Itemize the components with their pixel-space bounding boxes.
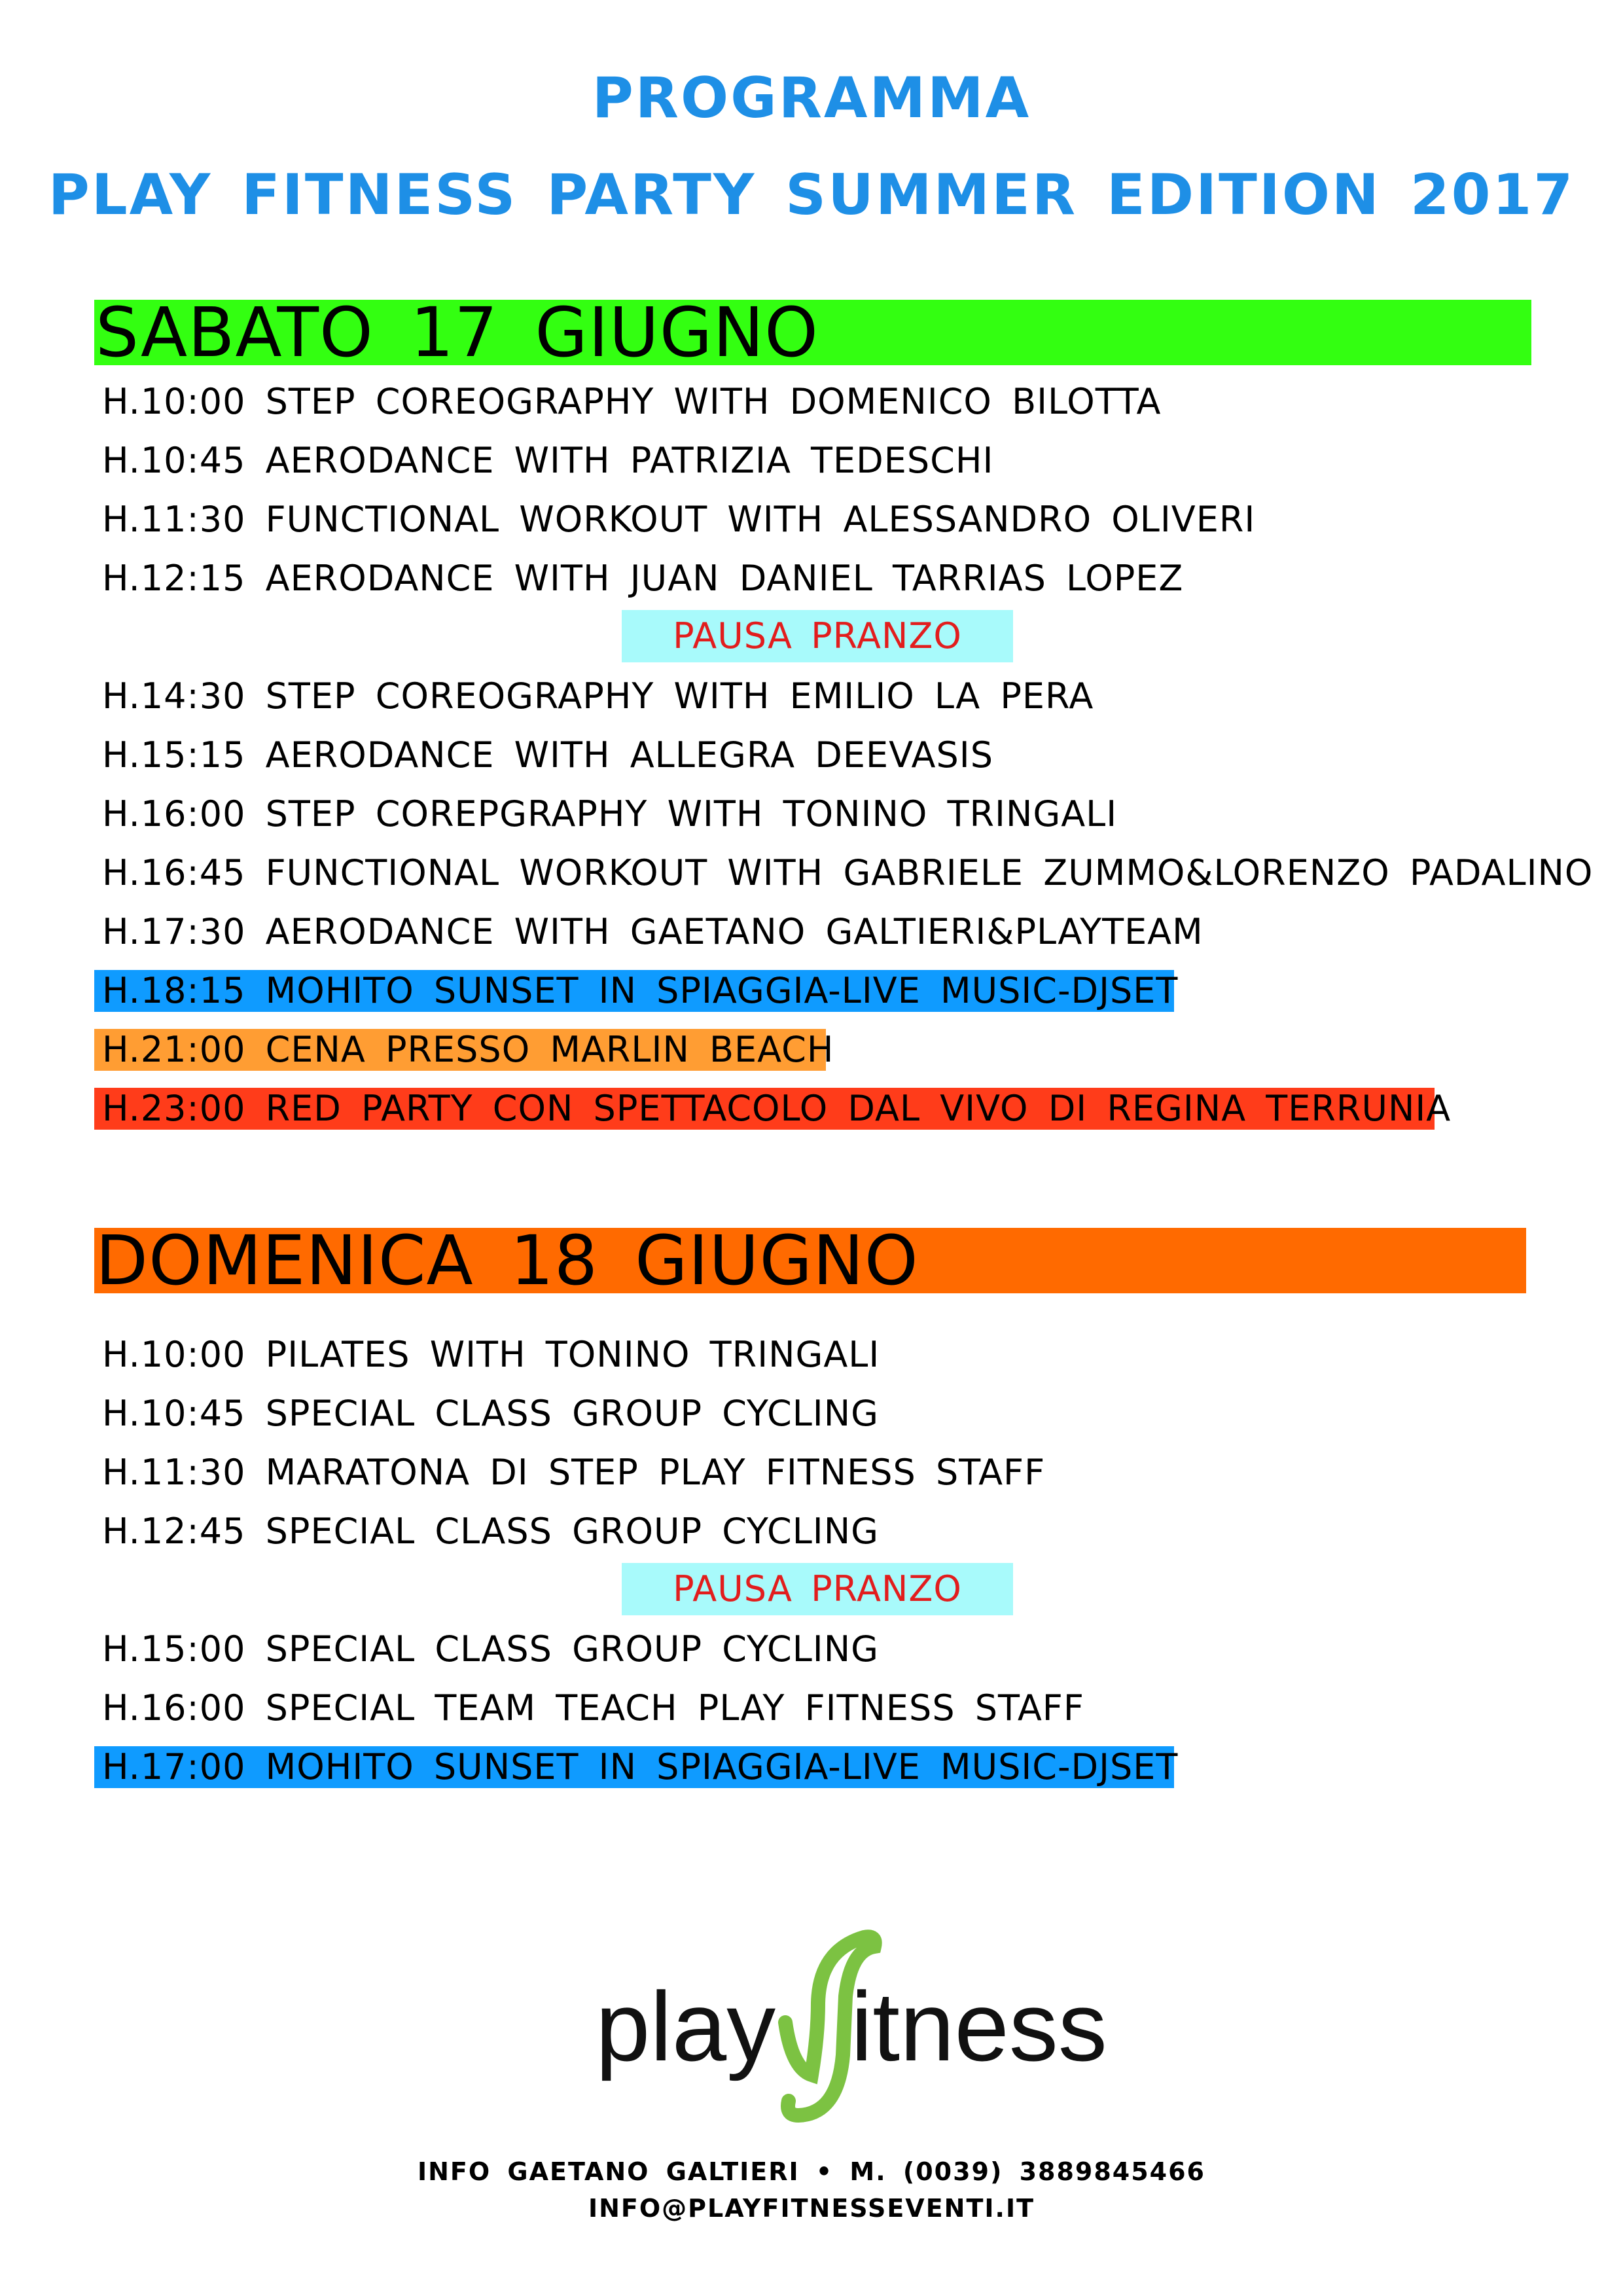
event-title: PLAY FITNESS PARTY SUMMER EDITION 2017	[48, 162, 1575, 228]
schedule-row	[94, 558, 1183, 600]
row-time: H.11:30	[102, 499, 246, 540]
row-text: FUNCTIONAL WORKOUT WITH ALESSANDRO OLIVERI	[265, 499, 1256, 540]
row-text: PILATES WITH TONINO TRINGALI	[265, 1334, 880, 1375]
row-time: H.18:15	[102, 970, 246, 1011]
schedule-row	[94, 911, 1204, 953]
highlight-row-mohito	[94, 970, 1179, 1012]
schedule-row	[94, 1511, 879, 1552]
footer-info: INFO GAETANO GALTIERI • M. (0039) 3889845466	[417, 2157, 1205, 2186]
schedule-row	[94, 852, 1593, 894]
playfitness-logo-icon	[589, 1924, 1107, 2121]
row-text: SPECIAL TEAM TEACH PLAY FITNESS STAFF	[265, 1687, 1084, 1729]
schedule-row	[94, 1628, 879, 1670]
row-time: H.17:30	[102, 911, 246, 952]
schedule-row	[94, 793, 1117, 835]
lunch-break-badge: PAUSA PRANZO	[622, 610, 1013, 662]
row-text: SPECIAL CLASS GROUP CYCLING	[265, 1511, 879, 1552]
row-time: H.15:00	[102, 1628, 246, 1670]
row-text: AERODANCE WITH JUAN DANIEL TARRIAS LOPEZ	[265, 558, 1184, 599]
schedule-row	[94, 499, 1255, 541]
row-text: FUNCTIONAL WORKOUT WITH GABRIELE ZUMMO&LORENZO PADALINO	[265, 852, 1594, 893]
row-time: H.10:00	[102, 381, 246, 422]
row-text: MOHITO SUNSET IN SPIAGGIA-LIVE MUSIC-DJSET	[265, 970, 1179, 1011]
row-text: CENA PRESSO MARLIN BEACH	[265, 1029, 834, 1070]
schedule-row	[94, 1334, 880, 1376]
row-time: H.23:00	[102, 1088, 246, 1129]
highlight-row-red-party	[94, 1088, 1452, 1130]
schedule-row	[94, 440, 993, 482]
row-time: H.15:15	[102, 734, 246, 776]
logo-text-itness: itness	[851, 1971, 1107, 2081]
row-time: H.16:45	[102, 852, 246, 893]
row-time: H.16:00	[102, 793, 246, 834]
row-time: H.17:00	[102, 1746, 246, 1787]
highlight-row-mohito	[94, 1746, 1179, 1788]
schedule-row	[94, 381, 1162, 423]
row-text: AERODANCE WITH ALLEGRA DEEVASIS	[265, 734, 993, 776]
row-time: H.11:30	[102, 1452, 246, 1493]
playfitness-logo	[589, 1924, 1107, 2121]
row-time: H.21:00	[102, 1029, 246, 1070]
saturday-header: SABATO 17 GIUGNO	[94, 300, 1531, 365]
row-time: H.12:15	[102, 558, 246, 599]
schedule-row	[94, 734, 993, 776]
row-time: H.10:45	[102, 440, 246, 481]
row-text: STEP COREPGRAPHY WITH TONINO TRINGALI	[265, 793, 1118, 834]
row-text: MARATONA DI STEP PLAY FITNESS STAFF	[265, 1452, 1046, 1493]
row-time: H.16:00	[102, 1687, 246, 1729]
schedule-row	[94, 1393, 879, 1435]
lunch-break-badge: PAUSA PRANZO	[622, 1563, 1013, 1615]
footer-email: INFO@PLAYFITNESSEVENTI.IT	[588, 2194, 1035, 2223]
schedule-row	[94, 1452, 1045, 1494]
row-time: H.10:45	[102, 1393, 246, 1434]
row-text: STEP COREOGRAPHY WITH EMILIO LA PERA	[265, 675, 1094, 717]
row-text: RED PARTY CON SPETTACOLO DAL VIVO DI REGINA TERRUNIA	[265, 1088, 1452, 1129]
page-title: PROGRAMMA	[592, 65, 1031, 131]
highlight-row-cena	[94, 1029, 834, 1071]
row-text: MOHITO SUNSET IN SPIAGGIA-LIVE MUSIC-DJSET	[265, 1746, 1179, 1787]
row-time: H.14:30	[102, 675, 246, 717]
sunday-header: DOMENICA 18 GIUGNO	[94, 1228, 1526, 1293]
row-text: AERODANCE WITH GAETANO GALTIERI&PLAYTEAM	[265, 911, 1204, 952]
logo-text-play: play	[596, 1971, 776, 2081]
schedule-row	[94, 675, 1094, 717]
row-text: SPECIAL CLASS GROUP CYCLING	[265, 1628, 879, 1670]
row-time: H.12:45	[102, 1511, 246, 1552]
row-text: SPECIAL CLASS GROUP CYCLING	[265, 1393, 879, 1434]
row-text: AERODANCE WITH PATRIZIA TEDESCHI	[265, 440, 994, 481]
schedule-row	[94, 1687, 1084, 1729]
row-text: STEP COREOGRAPHY WITH DOMENICO BILOTTA	[265, 381, 1162, 422]
row-time: H.10:00	[102, 1334, 246, 1375]
